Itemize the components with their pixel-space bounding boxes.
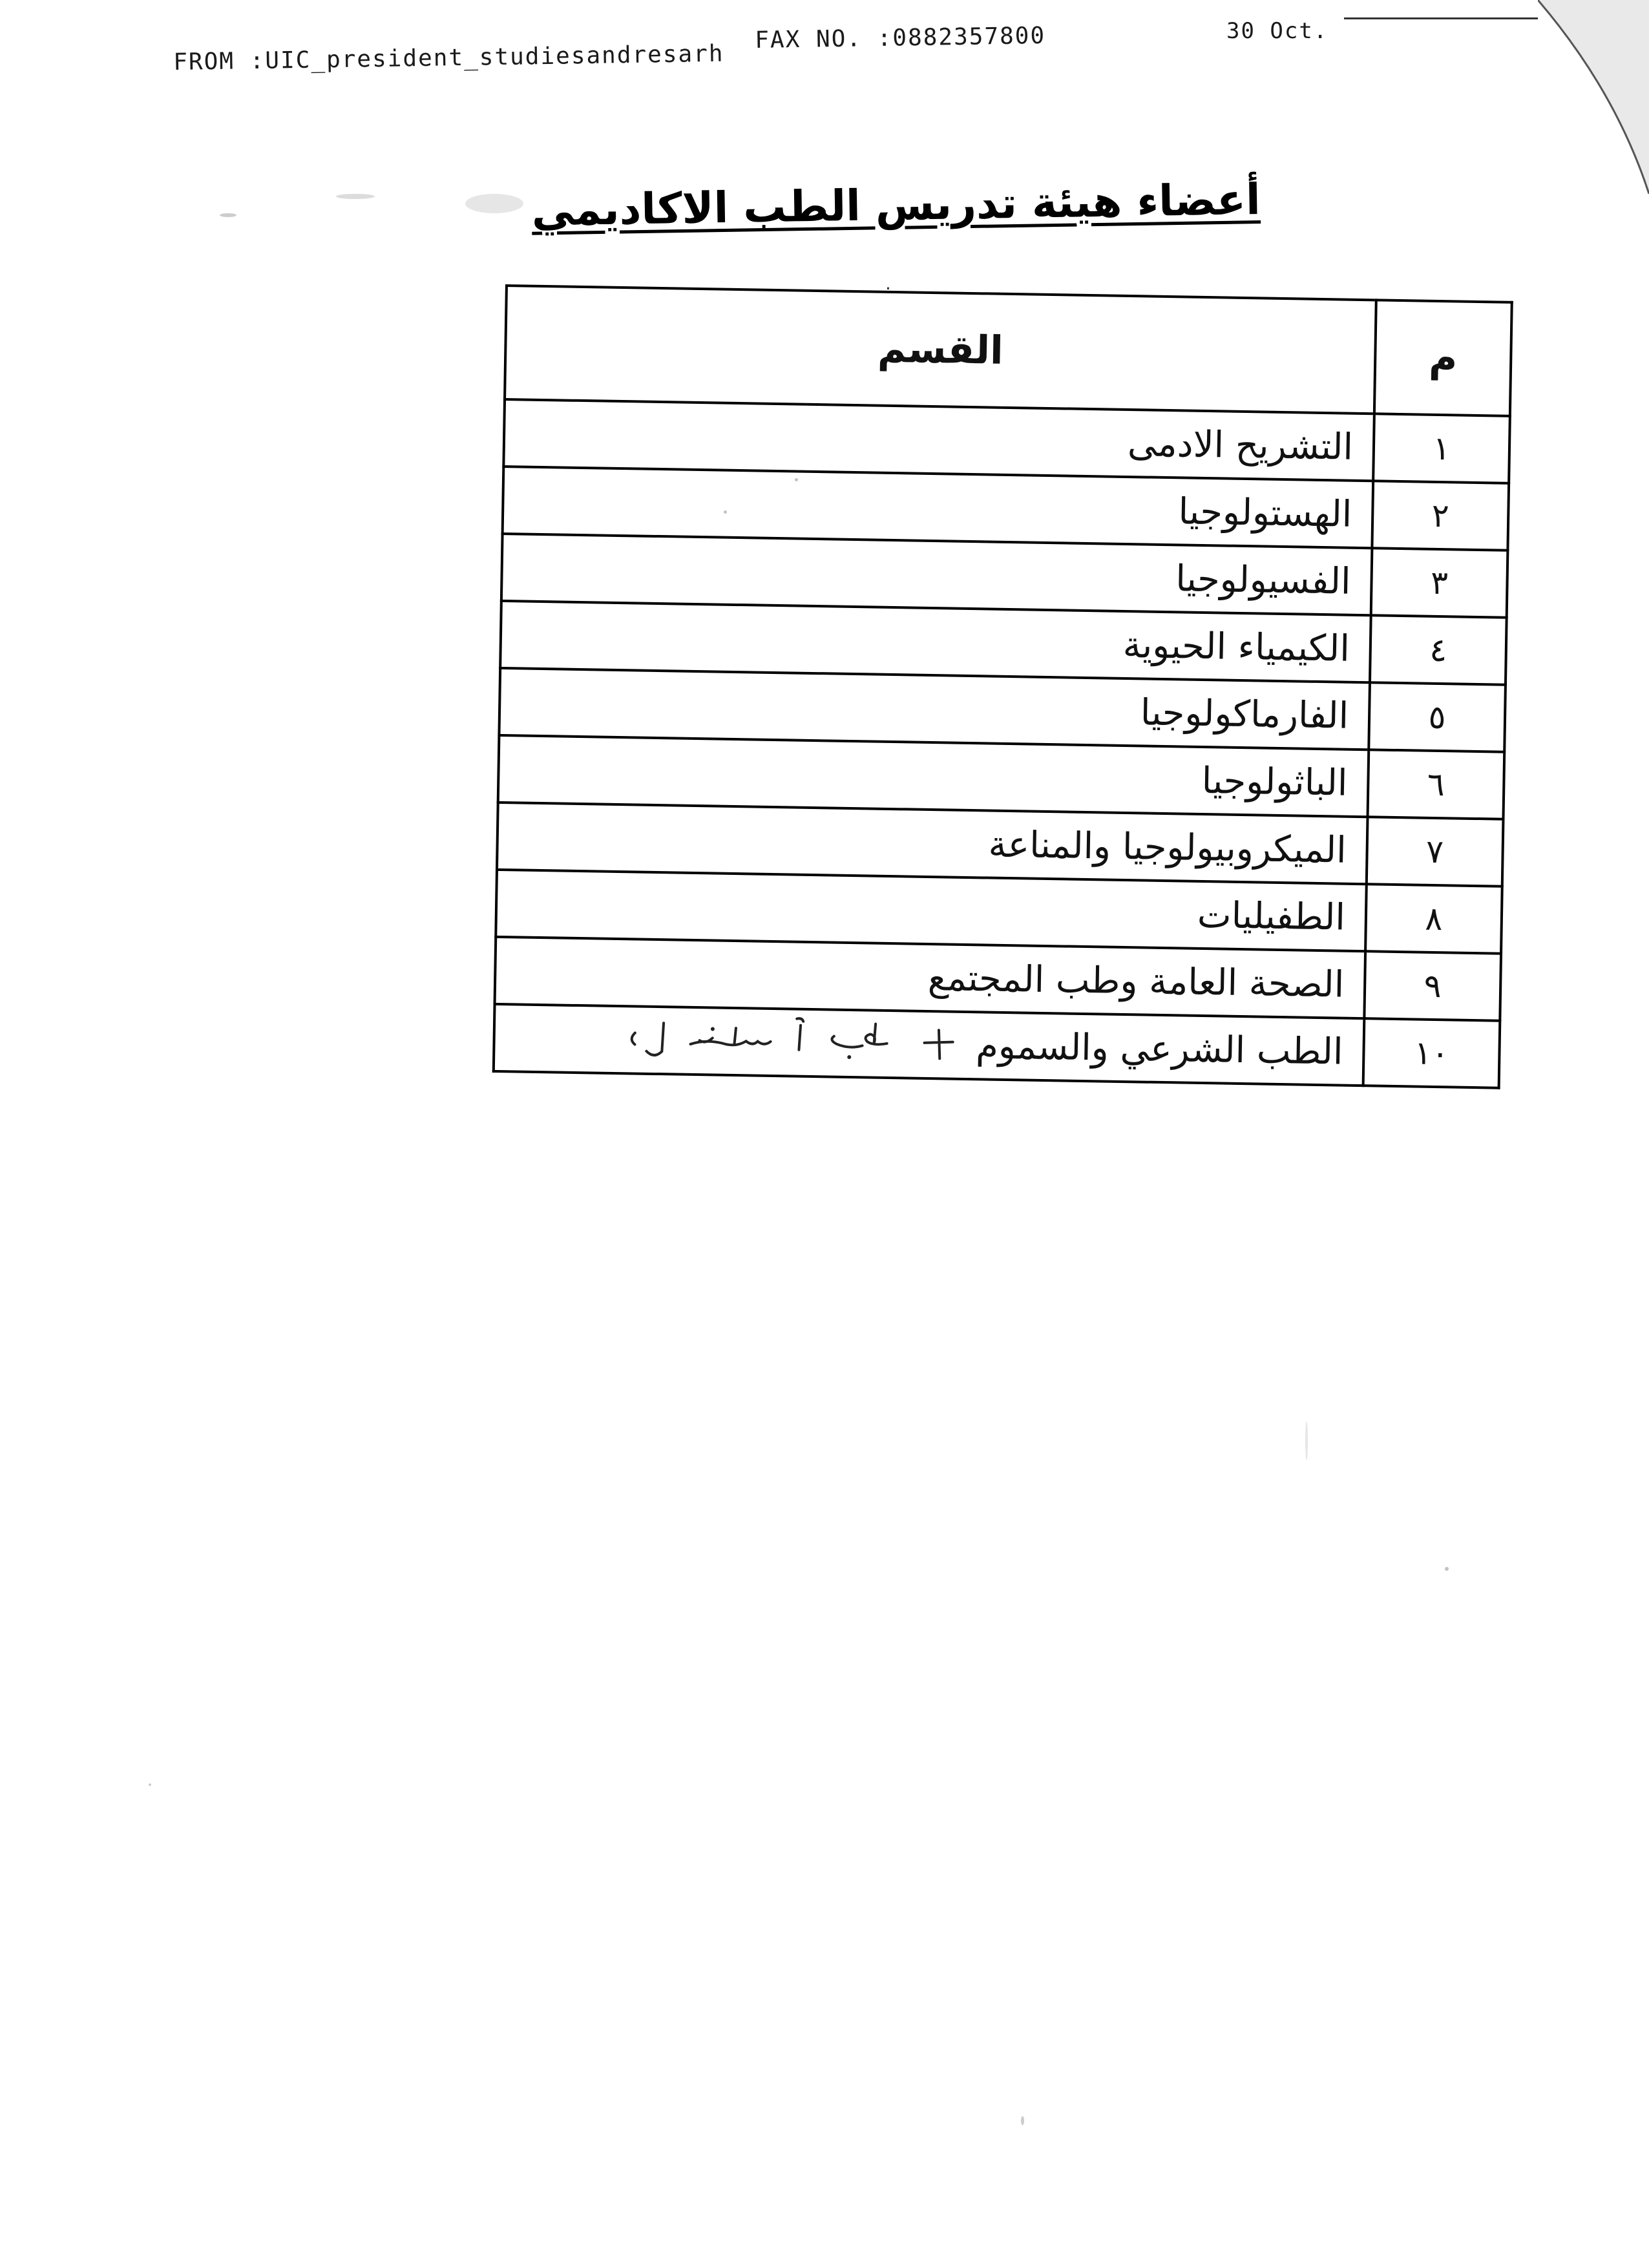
departments-table-wrapper (492, 284, 1513, 1109)
scan-speck (149, 1783, 151, 1786)
row-department: الميكروبيولوجيا والمناعة (497, 803, 1368, 884)
scan-speck (1445, 1567, 1449, 1571)
row-number: ٨ (1365, 884, 1502, 953)
document-title: أعضاء هيئة تدريس الطب الاكاديمي (531, 174, 1261, 236)
header-number: م (1374, 300, 1512, 415)
handwritten-annotation-icon (609, 1013, 958, 1077)
row-department: الكيمياء الحيوية (500, 601, 1371, 682)
page-fold-corner-icon (1538, 0, 1649, 194)
row-number: ١٠ (1363, 1018, 1500, 1087)
scan-speck (220, 213, 236, 217)
row-number: ٣ (1371, 548, 1508, 617)
departments-table (492, 284, 1513, 1089)
row-number: ٤ (1370, 615, 1507, 684)
scan-speck (465, 194, 523, 213)
row-number: ٩ (1364, 951, 1501, 1020)
fax-number: FAX NO. :0882357800 (755, 22, 1046, 54)
row-department: الفسيولوجيا (501, 534, 1372, 615)
row-department: التشريح الادمى (503, 399, 1374, 481)
row-number: ٧ (1367, 817, 1504, 886)
stray-mark: · (885, 278, 891, 299)
row-number: ٦ (1368, 750, 1505, 819)
scan-speck (1021, 2116, 1024, 2125)
table-header-row (505, 286, 1512, 416)
row-department: الفارماكولوجيا (499, 668, 1370, 750)
row-department: الطب الشرعي والسموم (494, 1004, 1365, 1086)
fax-from-line: FROM :UIC_president_studiesandresarh (173, 40, 724, 76)
fax-date: 30 Oct. (1226, 18, 1329, 44)
scan-speck (336, 194, 375, 199)
header-department: القسم (505, 286, 1376, 414)
row-department: الباثولوجيا (498, 735, 1369, 817)
row-department: الطفيليات (496, 870, 1367, 951)
row-number: ٢ (1372, 481, 1509, 550)
row-department: الهستولوجيا (503, 467, 1374, 548)
scan-speck (1305, 1422, 1308, 1460)
scan-speck (795, 478, 798, 481)
row-number: ٥ (1369, 682, 1506, 751)
scan-speck (724, 510, 727, 514)
row-number: ١ (1373, 414, 1510, 483)
row-department: الصحة العامة وطب المجتمع (495, 937, 1366, 1018)
header-rule (1344, 17, 1538, 19)
